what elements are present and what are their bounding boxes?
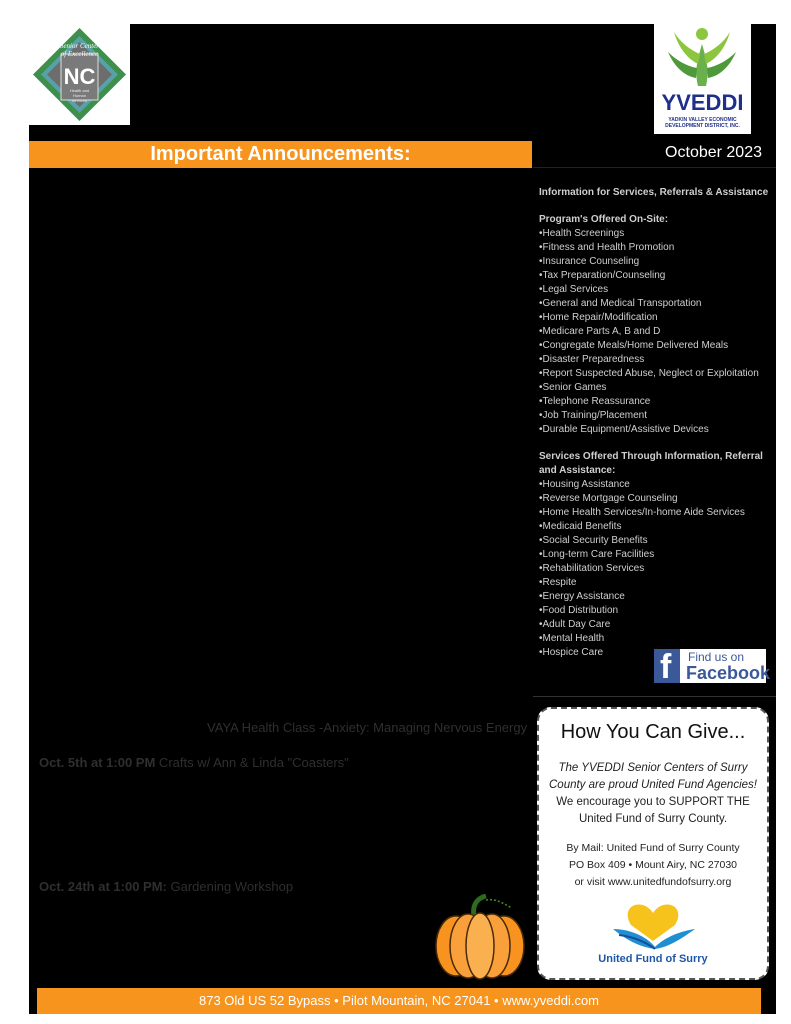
event-vaya: VAYA Health Class -Anxiety: Managing Nervous Energy xyxy=(207,720,528,735)
event-crafts-text: Crafts w/ Ann & Linda "Coasters" xyxy=(155,755,349,770)
pumpkin-icon xyxy=(434,894,526,982)
list-item: • General and Medical Transportation xyxy=(539,297,773,311)
facebook-icon: f xyxy=(654,649,680,683)
nc-logo-line-1: Senior Center xyxy=(59,42,100,50)
list-item: • Medicaid Benefits xyxy=(539,520,773,534)
sidebar-divider xyxy=(533,696,776,697)
united-fund-logo-icon xyxy=(609,899,699,951)
list-item: • Reverse Mortgage Counseling xyxy=(539,492,773,506)
list-item: • Food Distribution xyxy=(539,604,773,618)
event-gardening xyxy=(39,879,293,894)
month-box xyxy=(533,141,776,168)
onsite-title: Program's Offered On-Site: xyxy=(539,214,669,225)
nc-logo-sub: Health and Human Services xyxy=(69,88,90,103)
ira-list xyxy=(539,478,773,660)
list-item: • Housing Assistance xyxy=(539,478,773,492)
list-item: • Medicare Parts A, B and D xyxy=(539,325,773,339)
list-item: • Mental Health xyxy=(539,632,773,646)
list-item: • Home Health Services/In-home Aide Services xyxy=(539,506,773,520)
facebook-badge[interactable] xyxy=(654,648,771,686)
list-item: • Health Screenings xyxy=(539,227,773,241)
list-item: • Long-term Care Facilities xyxy=(539,548,773,562)
give-intro: The YVEDDI Senior Centers of Surry County are proud United Fund Agencies! xyxy=(549,762,757,791)
footer-address: 873 Old US 52 Bypass • Pilot Mountain, NC 27041 • www.yveddi.com xyxy=(198,993,600,1008)
list-item: • Adult Day Care xyxy=(539,618,773,632)
list-item: • Insurance Counseling xyxy=(539,255,773,269)
list-item: • Report Suspected Abuse, Neglect or Exploitation xyxy=(539,367,773,381)
list-item: • Tax Preparation/Counseling xyxy=(539,269,773,283)
yveddi-figure-icon xyxy=(654,24,751,90)
united-fund-name: United Fund of Surry xyxy=(598,953,708,965)
yveddi-logo xyxy=(654,24,751,134)
nc-logo-line-2: of Excellence xyxy=(60,50,99,58)
list-item: • Disaster Preparedness xyxy=(539,353,773,367)
event-gardening-text: Gardening Workshop xyxy=(166,879,294,894)
month-label: October 2023 xyxy=(665,144,762,161)
list-item: • Rehabilitation Services xyxy=(539,562,773,576)
facebook-line-1: Find us on xyxy=(688,650,745,664)
yveddi-subtitle: YADKIN VALLEY ECONOMIC DEVELOPMENT DISTRICT, INC. xyxy=(665,117,740,129)
list-item: • Social Security Benefits xyxy=(539,534,773,548)
onsite-list xyxy=(539,227,773,437)
nc-logo-caption xyxy=(59,42,100,58)
list-item: • Energy Assistance xyxy=(539,590,773,604)
nc-logo-badge: NC xyxy=(63,64,96,89)
give-support: We encourage you to SUPPORT THE United Fund of Surry County. xyxy=(556,796,750,825)
event-crafts xyxy=(39,755,349,770)
yveddi-name: YVEDDI xyxy=(661,90,744,115)
list-item: • Congregate Meals/Home Delivered Meals xyxy=(539,339,773,353)
how-you-can-give-box xyxy=(537,707,769,980)
list-item: • Job Training/Placement xyxy=(539,409,773,423)
give-mail-line-1: By Mail: United Fund of Surry County xyxy=(566,842,740,854)
give-mail-line-2: PO Box 409 • Mount Airy, NC 27030 xyxy=(568,859,738,871)
list-item: • Home Repair/Modification xyxy=(539,311,773,325)
ira-title: Services Offered Through Information, Referral and Assistance: xyxy=(539,451,763,476)
give-title: How You Can Give... xyxy=(560,721,746,743)
list-item: • Durable Equipment/Assistive Devices xyxy=(539,423,773,437)
services-sidebar xyxy=(539,186,773,660)
facebook-line-2: Facebook xyxy=(686,663,771,683)
footer-bar xyxy=(37,988,761,1014)
list-item: • Hospice Care xyxy=(539,646,773,660)
newsletter-page xyxy=(29,24,776,1014)
list-item: • Legal Services xyxy=(539,283,773,297)
event-crafts-date: Oct. 5th at 1:00 PM xyxy=(39,755,156,770)
give-mail-line-3[interactable]: or visit www.unitedfundofsurry.org xyxy=(574,876,732,888)
list-item: • Telephone Reassurance xyxy=(539,395,773,409)
services-intro: Information for Services, Referrals & Assistance xyxy=(539,187,769,198)
announcements-title: Important Announcements: xyxy=(150,143,411,165)
nc-senior-center-logo xyxy=(29,24,130,125)
list-item: • Fitness and Health Promotion xyxy=(539,241,773,255)
announcements-banner xyxy=(29,141,532,168)
list-item: • Senior Games xyxy=(539,381,773,395)
event-gardening-date: Oct. 24th at 1:00 PM: xyxy=(39,879,167,894)
give-mail xyxy=(549,840,757,891)
list-item: • Respite xyxy=(539,576,773,590)
